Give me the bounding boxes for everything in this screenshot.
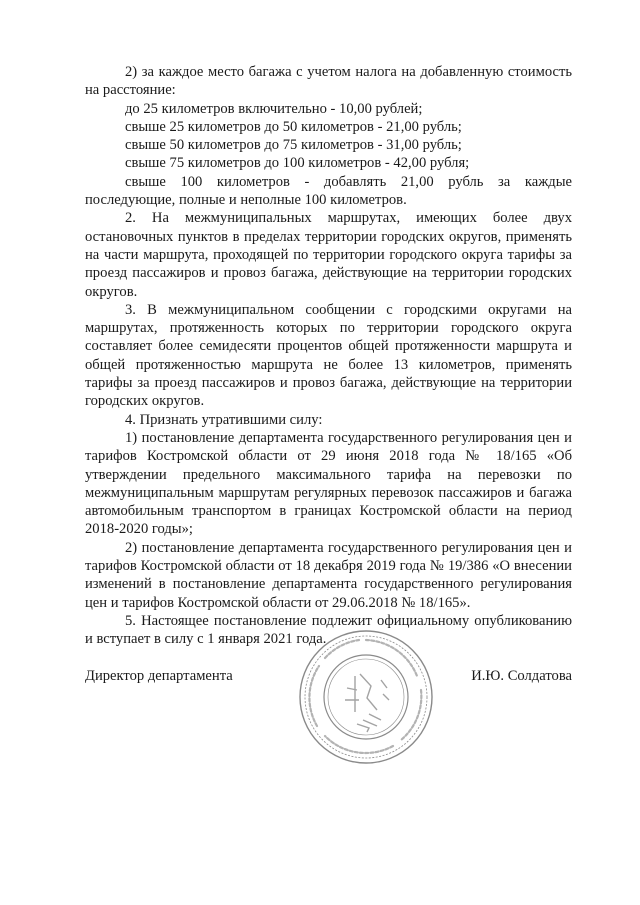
document-body (85, 63, 572, 649)
rate-line-5: свыше 100 километров - добавлять 21,00 рубль за каждые последующие, полные и неполные 100 километров. (85, 173, 572, 209)
paragraph-3: 3. В межмуниципальном сообщении с городскими округами на маршрутах, протяженность которых по территории городского округа составляет более семидесяти процентов общей протяженности маршрута и общей протяженностью маршрута не более 13 километров, применять тарифы за проезд пассажиров и провоз багажа, действующие на территории городских округов. (85, 301, 572, 410)
signatory-position: Директор департамента (85, 668, 233, 684)
paragraph-4: 4. Признать утратившими силу: (125, 411, 323, 428)
paragraph-baggage-rates: 2) за каждое место багажа с учетом налога на добавленную стоимость на расстояние: (85, 64, 572, 99)
rate-line-4: свыше 75 километров до 100 километров - 42,00 рубля; (125, 155, 470, 172)
paragraph-4-item-2: 2) постановление департамента государственного регулирования цен и тарифов Костромской области от 18 декабря 2019 года № 19/386 «О внесении изменений в постановление департамента государственного регулирования цен и тарифов Костромской области от 29.06.2018 № 18/165». (85, 539, 572, 611)
rate-line-3: свыше 50 километров до 75 километров - 31,00 рубль; (125, 137, 462, 154)
paragraph-2: 2. На межмуниципальных маршрутах, имеющих более двух остановочных пунктов в пределах территории городских округов, применять на части маршрута, проходящей по территории городского округа тарифы за проезд пассажиров и провоз багажа, действующие на территории городских округов. (85, 210, 572, 300)
rate-line-1: до 25 километров включительно - 10,00 рублей; (125, 100, 423, 117)
rate-line-2: свыше 25 километров до 50 километров - 21,00 рубль; (125, 118, 462, 135)
official-seal-stamp (297, 628, 435, 766)
paragraph-5: 5. Настоящее постановление подлежит официальному опубликованию и вступает в силу с 1 января 2021 года. (85, 612, 572, 648)
signatory-name: И.Ю. Солдатова (471, 668, 572, 684)
paragraph-4-item-1: 1) постановление департамента государственного регулирования цен и тарифов Костромской области от 29 июня 2018 года № 18/165 «Об утверждении предельного максимального тарифа на перевозки по межмуниципальным маршрутам регулярных перевозок пассажиров и багажа автомобильным транспортом в границах Костромской области на период 2018-2020 годы»; (85, 429, 572, 538)
